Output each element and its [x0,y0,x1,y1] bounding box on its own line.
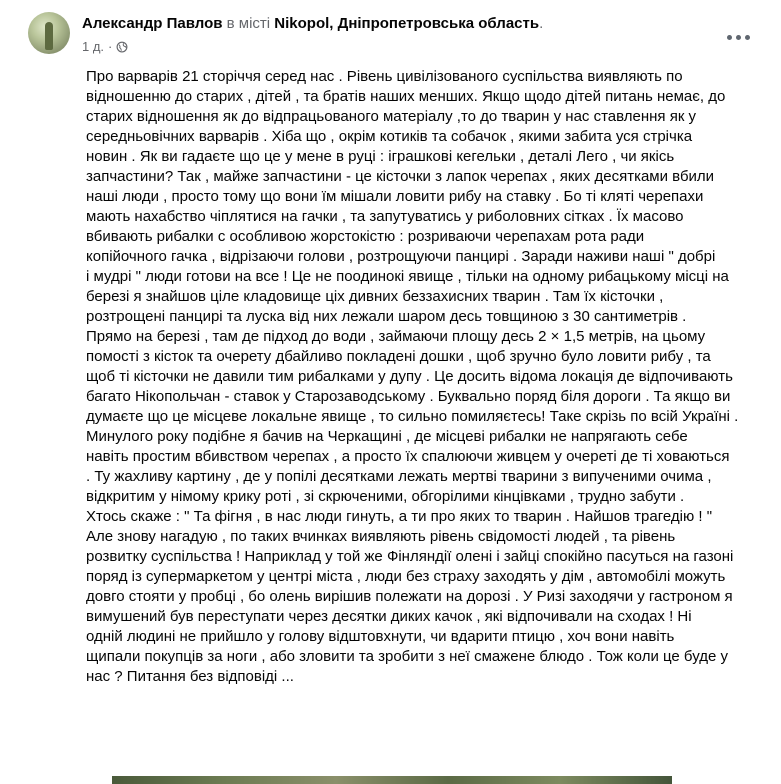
post-text-line: щоб ті кісточки не давили тим рибалками у дупу . Це досить відома локація де відпочивають [86,368,733,385]
post-text-line: помості з кісток та очерету дбайливо покладені дошки , щоб зручно було ловити рибу , та [86,348,711,365]
author-name[interactable]: Александр Павлов [82,15,223,32]
post-body [86,67,776,687]
post-text-line: нас ? Питання без відповіді ... [86,668,294,685]
author-avatar[interactable] [28,12,70,54]
post-text-line: Прямо на березі , там де підход до води , займаючи площу десь 2 × 1,5 метрів, на цьому [86,328,706,345]
post-text-line: Минулого року подібне я бачив на Черкащині , де місцеві рибалки не напрягають себе [86,428,688,445]
post-text-line: навіть простим вбивством черепах , а просто їх спалюючи живцем у очереті де ті ховаються [86,448,730,465]
location-suffix: . [539,15,544,32]
globe-icon[interactable] [116,41,128,53]
post-text-line: думаєте що це місцеве локальне явище , то сильно помиляєтесь! Таке скрізь по всій Україні . [86,408,739,425]
post-text-line: середньовічних варварів . Хіба що , окрім котиків та собачок , якими забита уся стрічка [86,128,693,145]
post-text-line: березі я знайшов ціле кладовище ціх дивних беззахисних тварин . Там їх кісточки , [86,288,664,305]
location-prefix: в місті [226,15,271,32]
post-text-line: Про варварів 21 сторіччя серед нас . Рівень цивілізованого суспільства виявляють по [86,68,683,85]
post-text-line: Хтось скаже : " Та фігня , в нас люди гинуть, а ти про яких то тварин . Найшов трагедію ! " [86,508,713,525]
post-text-line: копійочного гачка , відрізаючи голови , розтрощуючи панцирі . Заради наживи наші " добрі [86,248,716,265]
post-text-line: вбивають рибалки с особливою жорстокістю : розриваючи черепахам рота ради [86,228,645,245]
post-text-line: розвитку суспільства ! Наприклад у той же Фінляндії олені і зайці спокійно пасуться на газоні [86,548,734,565]
post-text-line: щипали покупців за ноги , або зловити та зробити з неї смажене блюдо . Тож коли це буде у [86,648,728,665]
more-dot-icon [727,35,732,40]
post-text-line: розтрощені панцирі та луска від них лежали шаром десь товщиною з 30 сантиметрів . [86,308,687,325]
post-timestamp[interactable]: 1 д. [82,39,105,54]
post-text-line: . Ту жахливу картину , де у попілі десятками лежать мертві тварини з випученими очима , [86,468,712,485]
more-dot-icon [736,35,741,40]
avatar-figure [45,22,53,50]
post-text-line: новин . Як ви гадаєте що це у мене в руці : іграшкові кегельки , деталі Лего , чи якісь [86,148,675,165]
post-text-line: мають нахабство чіплятися на гачки , та запутуватись у риболовних сітках . Їх масово [86,208,684,225]
post-text-line: наші люди , просто тому що вони їм мішали ловити рибу на ставку . Бо ті кляті черепахи [86,188,704,205]
meta-separator: · [108,39,113,54]
post-text-line: поряд із супермаркетом у центрі міста , люди без страху заходять у дім , автомобілі можуть [86,568,726,585]
post-text-line: запчастини? Так , майже запчастини - це кісточки з лапок черепах , яких десятками вбили [86,168,715,185]
post-meta [82,39,128,54]
post-text-line: вимушений був переступати через десятки диких качок , які відпочивали на сходах ! Ні [86,608,692,625]
post-photo[interactable] [112,776,672,784]
post-text-line: Але знову нагадую , по таких вчинках виявляють рівень свідомості людей , та рівень [86,528,676,545]
location-link[interactable]: Nikopol, Дніпропетровська область [274,15,540,32]
post-text-line: старих відношення як до відпрацьованого матеріалу ,то до тварин у нас ставлення як у [86,108,697,125]
post-text-line: і мудрі " люди готови на все ! Це не поодинокі явище , тільки на одному рибацькому місці на [86,268,729,285]
post-text-line: відкритим у німому крику роті , зі скрюченими, обгорілими кінцівками , трудно забути . [86,488,685,505]
more-dot-icon [745,35,750,40]
more-options-button[interactable] [720,22,756,52]
post-header [82,15,543,32]
post-text-line: багато Нікопольчан - ставок у Старозаводському . Буквально поряд біля дороги . Та якщо ви [86,388,731,405]
post-text-line: відношенню до старих , дітей , та братів наших менших. Якщо щодо дітей питань немає, до [86,88,726,105]
post-text-line: довго стояти у пробці , бо олень вирішив полежати на дорозі . У Ризі заходячи у гастроном я [86,588,733,605]
post-text-line: одній людині не прийшло у голову відштовхнути, чи вдарити птицю , хоч вони навіть [86,628,675,645]
